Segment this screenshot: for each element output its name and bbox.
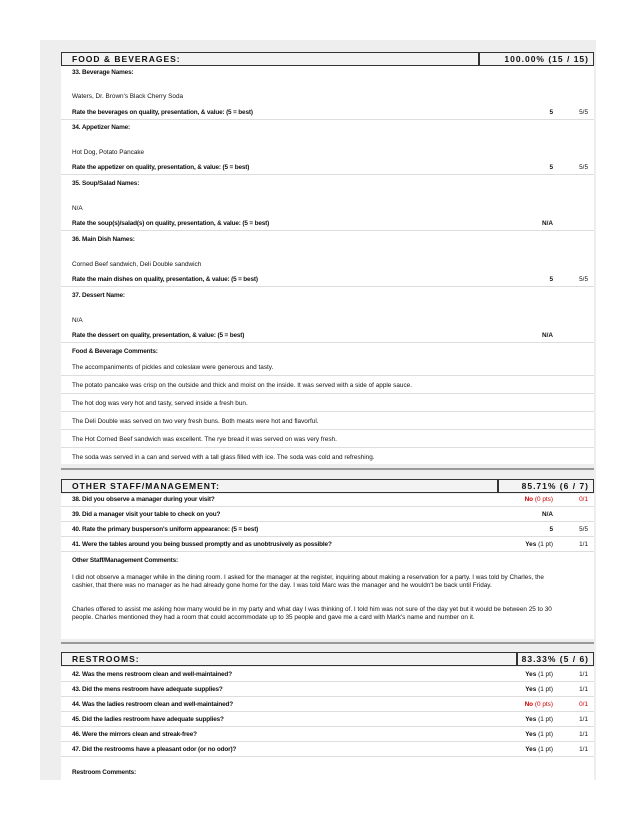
value-37: N/A <box>541 332 553 339</box>
divider <box>61 286 594 287</box>
question-40: 40. Rate the primary busperson's uniform appearance: (5 = best) <box>72 526 259 533</box>
comments-label: Restroom Comments: <box>72 769 137 776</box>
value-46: Yes (1 pt) <box>525 731 553 738</box>
value-43: Yes (1 pt) <box>525 686 553 693</box>
section-score: 85.71% (6 / 7) <box>498 479 594 493</box>
question-39: 39. Did a manager visit your table to check on you? <box>72 511 221 518</box>
divider <box>61 551 594 552</box>
score-43: 1/1 <box>579 686 588 693</box>
value-38: No (0 pts) <box>524 496 553 503</box>
comments-label: Other Staff/Management Comments: <box>72 557 178 564</box>
score-36: 5/5 <box>579 276 588 283</box>
divider <box>61 536 594 537</box>
comment: The soda was served in a can and served with a tall glass filled with ice. The soda was cold and refreshing. <box>72 454 375 461</box>
answer-37: N/A <box>72 317 83 324</box>
value-40: 5 <box>549 526 553 533</box>
rating-34: Rate the appetizer on quality, presentation, & value: (5 = best) <box>72 164 250 171</box>
section-separator <box>61 468 594 470</box>
food-section-header <box>61 52 594 66</box>
question-33: 33. Beverage Names: <box>72 69 134 76</box>
divider <box>61 756 594 757</box>
divider <box>61 119 594 120</box>
divider <box>61 711 594 712</box>
divider <box>61 521 594 522</box>
answer-36: Corned Beef sandwich, Deli Double sandwich <box>72 261 202 268</box>
section-score: 100.00% (15 / 15) <box>479 52 594 66</box>
restroom-section-header <box>61 652 594 666</box>
divider <box>61 230 594 231</box>
comment: Charles offered to assist me asking how many would be in my party and what day I was thinking of. I told him was not sure of the day yet but it would be between 25 to 30 people. Charles mentioned they had a room that could accommodate up to 35 people and gave me a card with Mark's name and number on it. <box>72 606 552 621</box>
rating-35: Rate the soup(s)/salad(s) on quality, presentation, & value: (5 = best) <box>72 220 270 227</box>
section-title: RESTROOMS: <box>61 652 517 666</box>
score-45: 1/1 <box>579 716 588 723</box>
answer-33: Waters, Dr. Brown's Black Cherry Soda <box>72 93 184 100</box>
divider <box>61 681 594 682</box>
comment: The accompaniments of pickles and coleslaw were generous and tasty. <box>72 364 274 371</box>
question-44: 44. Was the ladies restroom clean and well-maintained? <box>72 701 234 708</box>
comment: The Deli Double was served on two very fresh buns. Both meats were hot and flavorful. <box>72 418 319 425</box>
value-45: Yes (1 pt) <box>525 716 553 723</box>
question-43: 43. Did the mens restroom have adequate supplies? <box>72 686 223 693</box>
score-47: 1/1 <box>579 746 588 753</box>
comments-label: Food & Beverage Comments: <box>72 348 158 355</box>
answer-34: Hot Dog, Potato Pancake <box>72 149 145 156</box>
question-41: 41. Were the tables around you being bussed promptly and as unobtrusively as possible? <box>72 541 332 548</box>
section-title: OTHER STAFF/MANAGEMENT: <box>61 479 498 493</box>
value-39: N/A <box>541 511 553 518</box>
value-35: N/A <box>541 220 553 227</box>
score-44: 0/1 <box>579 701 588 708</box>
question-47: 47. Did the restrooms have a pleasant odor (or no odor)? <box>72 746 237 753</box>
divider <box>61 429 594 430</box>
score-41: 1/1 <box>579 541 588 548</box>
value-44: No (0 pts) <box>524 701 553 708</box>
divider <box>61 696 594 697</box>
value-47: Yes (1 pt) <box>525 746 553 753</box>
score-42: 1/1 <box>579 671 588 678</box>
rating-37: Rate the dessert on quality, presentation, & value: (5 = best) <box>72 332 245 339</box>
question-37: 37. Dessert Name: <box>72 292 125 299</box>
score-46: 1/1 <box>579 731 588 738</box>
section-score: 83.33% (5 / 6) <box>517 652 594 666</box>
divider <box>61 447 594 448</box>
comment: I did not observe a manager while in the dining room. I asked for the manager at the register, inquiring about making a reservation for a party. I was told by Charles, the cashier, that there was no manager as he had already gone home for the day. I was told Marc was the manager and he wouldn't be back until Friday. <box>72 574 544 589</box>
answer-35: N/A <box>72 205 83 212</box>
value-41: Yes (1 pt) <box>525 541 553 548</box>
comment: The Hot Corned Beef sandwich was excellent. The rye bread it was served on was very fresh. <box>72 436 337 443</box>
value-34: 5 <box>549 164 553 171</box>
score-33: 5/5 <box>579 109 588 116</box>
question-46: 46. Were the mirrors clean and streak-free? <box>72 731 197 738</box>
divider <box>61 741 594 742</box>
comment: The hot dog was very hot and tasty, served inside a fresh bun. <box>72 400 248 407</box>
question-34: 34. Appetizer Name: <box>72 124 130 131</box>
value-36: 5 <box>549 276 553 283</box>
divider <box>61 506 594 507</box>
value-33: 5 <box>549 109 553 116</box>
section-separator <box>61 642 594 644</box>
divider <box>61 726 594 727</box>
comment: The potato pancake was crisp on the outside and thick and moist on the inside. It was served with a side of apple sauce. <box>72 382 412 389</box>
question-45: 45. Did the ladies restroom have adequate supplies? <box>72 716 224 723</box>
divider <box>61 375 594 376</box>
section-title: FOOD & BEVERAGES: <box>61 52 479 66</box>
rating-36: Rate the main dishes on quality, presentation, & value: (5 = best) <box>72 276 258 283</box>
value-42: Yes (1 pt) <box>525 671 553 678</box>
score-40: 5/5 <box>579 526 588 533</box>
divider <box>61 174 594 175</box>
question-38: 38. Did you observe a manager during your visit? <box>72 496 215 503</box>
divider <box>61 342 594 343</box>
score-34: 5/5 <box>579 164 588 171</box>
score-38: 0/1 <box>579 496 588 503</box>
staff-section-header <box>61 479 594 493</box>
question-35: 35. Soup/Salad Names: <box>72 180 140 187</box>
divider <box>61 393 594 394</box>
question-36: 36. Main Dish Names: <box>72 236 135 243</box>
question-42: 42. Was the mens restroom clean and well-maintained? <box>72 671 232 678</box>
divider <box>61 411 594 412</box>
rating-33: Rate the beverages on quality, presentation, & value: (5 = best) <box>72 109 253 116</box>
